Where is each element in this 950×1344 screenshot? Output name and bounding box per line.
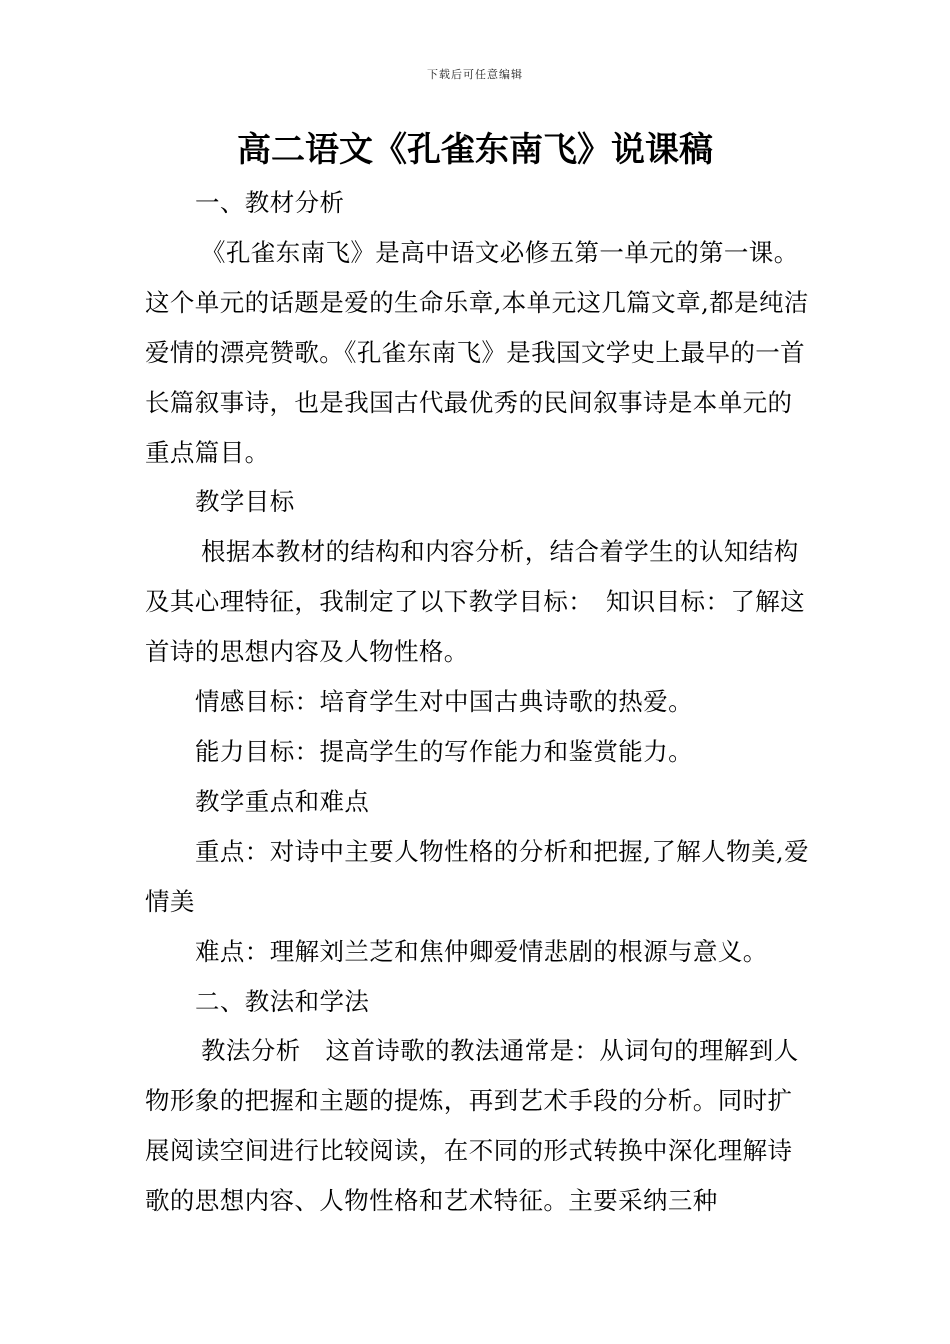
paragraph-knowledge-goal: 根据本教材的结构和内容分析，结合着学生的认知结构及其心理特征，我制定了以下教学目标： 知识目标：了解这首诗的思想内容及人物性格。 [145, 537, 806, 667]
paragraph-key-point: 重点：对诗中主要人物性格的分析和把握,了解人物美,爱情美 [145, 836, 809, 916]
heading-methods: 二、教法和学法 [195, 986, 370, 1016]
paragraph-ability-goal: 能力目标：提高学生的写作能力和鉴赏能力。 [195, 736, 693, 766]
document-title: 高二语文《孔雀东南飞》说课稿 [237, 130, 713, 170]
paragraph-method-analysis: 教法分析 这首诗歌的教法通常是：从词句的理解到人物形象的把握和主题的提炼，再到艺术手段的分析。同时扩展阅读空间进行比较阅读，在不同的形式转换中深化理解诗歌的思想内容、人物性格和艺术特征。主要采纳三种 [145, 1036, 799, 1216]
paragraph-difficult-point: 难点：理解刘兰芝和焦仲卿爱情悲剧的根源与意义。 [195, 936, 768, 966]
heading-teaching-goals: 教学目标 [195, 487, 295, 517]
header-note: 下载后可任意编辑 [427, 68, 523, 81]
heading-textbook-analysis: 一、教材分析 [195, 188, 345, 217]
paragraph-textbook-intro: 《孔雀东南飞》是高中语文必修五第一单元的第一课。这个单元的话题是爱的生命乐章,本单元这几篇文章,都是纯洁爱情的漂亮赞歌。《孔雀东南飞》是我国文学史上最早的一首长篇叙事诗，也是我国古代最优秀的民间叙事诗是本单元的重点篇目。 [145, 237, 809, 467]
heading-key-points: 教学重点和难点 [195, 786, 370, 816]
paragraph-emotion-goal: 情感目标：培育学生对中国古典诗歌的热爱。 [195, 687, 693, 717]
document-body [145, 178, 810, 1226]
